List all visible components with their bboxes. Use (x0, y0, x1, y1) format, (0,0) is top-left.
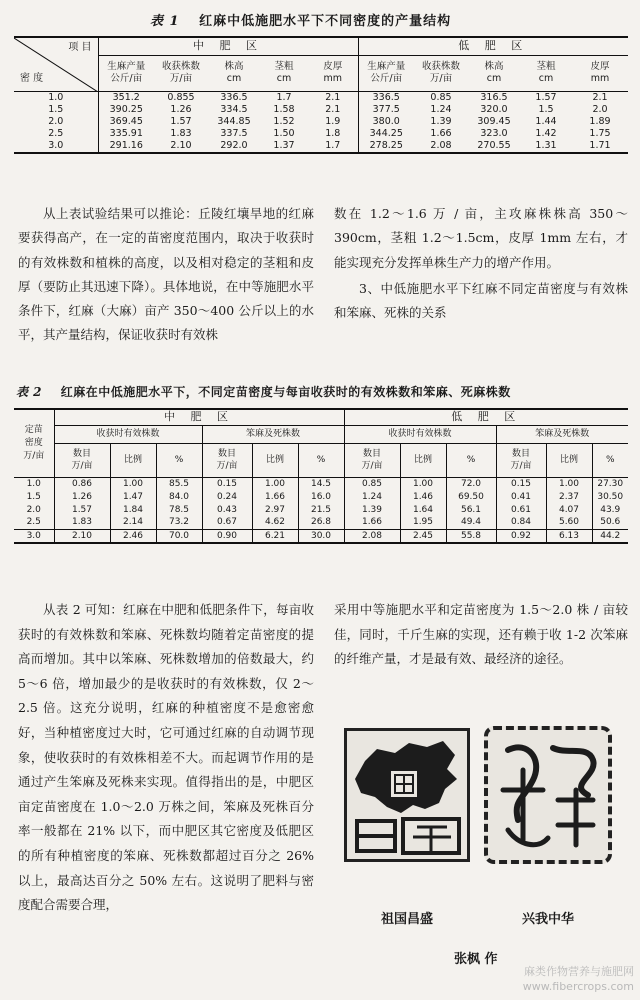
china-map-seal-icon (347, 731, 467, 859)
t1-low-col-bark: 皮厚 mm (590, 61, 610, 84)
t2-mid-dead: 笨麻及死株数 (202, 425, 344, 443)
table1-corner-top: 项 目 (68, 42, 92, 53)
table2-group-low: 低 肥 区 (451, 410, 522, 424)
table1-header-row (14, 55, 628, 91)
para2-right: 采用中等施肥水平和定苗密度为 1.5～2.0 株 / 亩较佳，同时，千斤生麻的实现，还有赖于收 1-2 次笨麻的纤维产量，才是最有效、最经济的途径。 (334, 602, 628, 667)
table1-corner-bottom: 密 度 (20, 72, 44, 84)
table-row: 2.5 1.83 2.14 73.2 0.67 4.62 26.8 1.66 1.95 49.4 0.84 5.60 50.6 (14, 516, 628, 529)
t1-mid-col-bark: 皮厚 mm (308, 55, 358, 91)
table-row: 1.5 390.25 1.26 334.5 1.58 2.1 377.5 1.24 320.0 1.5 2.0 (14, 104, 628, 116)
table-row: 2.5 335.91 1.83 337.5 1.50 1.8 344.25 1.66 323.0 1.42 1.75 (14, 128, 628, 140)
t1-mid-col-yield: 生麻产量 公斤/亩 (107, 61, 146, 84)
watermark-cn: 麻类作物营养与施肥网 (524, 965, 634, 978)
table1 (14, 36, 628, 154)
section3-heading: 3、中低施肥水平下红麻不同定苗密度与有效株和笨麻、死株的关系 (334, 280, 628, 321)
table2-body (14, 477, 628, 543)
t1-mid-col-count: 收获株数 万/亩 (161, 61, 200, 84)
table-row: 1.0 0.86 1.00 85.5 0.15 1.00 14.5 0.85 1.00 72.0 0.15 1.00 27.30 (14, 477, 628, 490)
table2-number: 表 2 (16, 385, 43, 399)
t1-low-col-height: 株高 cm (484, 61, 504, 84)
para1-left: 从上表试验结果可以推论：丘陵红壤旱地的红麻要获得高产，在一定的苗密度范围内，取决于收获时的有效株数和植株的高度，以及相对稳定的茎粗和皮厚（要防止其迅速下降）。具体地说，在中等施肥水平条件下，红麻（大麻）亩产 350～400 公斤以上的水平，其产量结构，保证收获时有效株 (18, 206, 314, 343)
table1-caption (0, 10, 640, 29)
watermark (523, 964, 634, 994)
seal-xingwo-zhonghua (484, 726, 612, 864)
watermark-url: www.fibercrops.com (522, 980, 634, 993)
table-row: 1.0 351.2 0.855 336.5 1.7 2.1 336.5 0.85 316.5 1.57 2.1 (14, 91, 628, 104)
table-row: 2.0 369.45 1.57 344.85 1.52 1.9 380.0 1.39 309.45 1.44 1.89 (14, 116, 628, 128)
table-row: 3.0 291.16 2.10 292.0 1.37 1.7 278.25 2.08 270.55 1.31 1.71 (14, 140, 628, 153)
calligraphy-seal-icon (488, 730, 608, 860)
t2-low-dead: 笨麻及死株数 (535, 429, 590, 439)
t2-low-effective: 收获时有效株数 (344, 425, 496, 443)
table1-body (14, 91, 628, 153)
seal2-caption: 兴我中华 (521, 912, 574, 927)
t1-low-col-count: 收获株数 万/亩 (421, 61, 460, 84)
para1-right: 数在 1.2～1.6 万 / 亩，主攻麻株株高 350～390cm，茎粗 1.2～1.5cm，皮厚 1mm 左右，才能实现充分发挥单株生产力的增产作用。 3、中低施肥水平下红麻不同定苗密度与有效株和笨麻、死株的关系 (334, 202, 628, 325)
author-credit: 张枫 作 (454, 952, 498, 967)
t2-mid-effective: 收获时有效株数 (54, 425, 202, 443)
table2-title: 红麻在中低施肥水平下，不同定苗密度与每亩收获时的有效株数和笨麻、死麻株数 (60, 385, 511, 399)
seal1-caption: 祖国昌盛 (380, 912, 433, 927)
table-row: 1.5 1.26 1.47 84.0 0.24 1.66 16.0 1.24 1.46 69.50 0.41 2.37 30.50 (14, 490, 628, 503)
table1-group-mid: 中 肥 区 (98, 37, 358, 55)
table-row: 2.0 1.57 1.84 78.5 0.43 2.97 21.5 1.39 1.64 56.1 0.61 4.07 43.9 (14, 503, 628, 516)
table1-title: 红麻中低施肥水平下不同密度的产量结构 (199, 14, 452, 29)
table1-group-low: 低 肥 区 (358, 37, 628, 55)
table1-number: 表 1 (150, 14, 180, 29)
table2 (14, 408, 628, 544)
t1-mid-col-stem: 茎粗 cm (274, 61, 294, 84)
t1-mid-col-height: 株高 cm (224, 61, 244, 84)
table-row: 3.0 2.10 2.46 70.0 0.90 6.21 30.0 2.08 2.45 55.8 0.92 6.13 44.2 (14, 529, 628, 543)
table1-corner (14, 37, 98, 91)
t1-low-col-yield: 生麻产量 公斤/亩 (367, 61, 406, 84)
table2-header-row: 数目 万/亩 比例 % 数目 万/亩 比例 % 数目 万/亩 比例 % 数目 万/亩 比例 % (14, 443, 628, 477)
seal-zuguo-changsheng (344, 728, 470, 862)
t1-low-col-stem: 茎粗 cm (536, 61, 556, 84)
para2-left: 从表 2 可知：红麻在中肥和低肥条件下，每亩收获时的有效株数和笨麻、死株数均随着定苗密度的提高而增加。其中以笨麻、死株数增加的倍数最大，约 5～6 倍，增加最少的是收获时的有效株数，仅 2～2.5 倍。这充分说明，红麻的种植密度不是愈密愈好，当种植密度过大时，它可通过红麻的自动调节现象，使收获时的有效株相差不大。而起调节作用的是通过产生笨麻及死株来实现。值得指出的是，中肥区亩定苗密度在 1.0～2.0 万株之间，笨麻及死株百分率一般都在 21% 以下，而中肥区其它密度及低肥区的所有种植密度的笨麻、死株数都超过百分之 26% 以上，最高达百分之 50% 左右。这说明了肥料与密度配合需要合理， (18, 602, 314, 913)
table2-caption (0, 383, 640, 400)
table2-group-mid: 中 肥 区 (54, 409, 344, 425)
table2-row-head: 定苗 密度 万/亩 (14, 409, 54, 477)
